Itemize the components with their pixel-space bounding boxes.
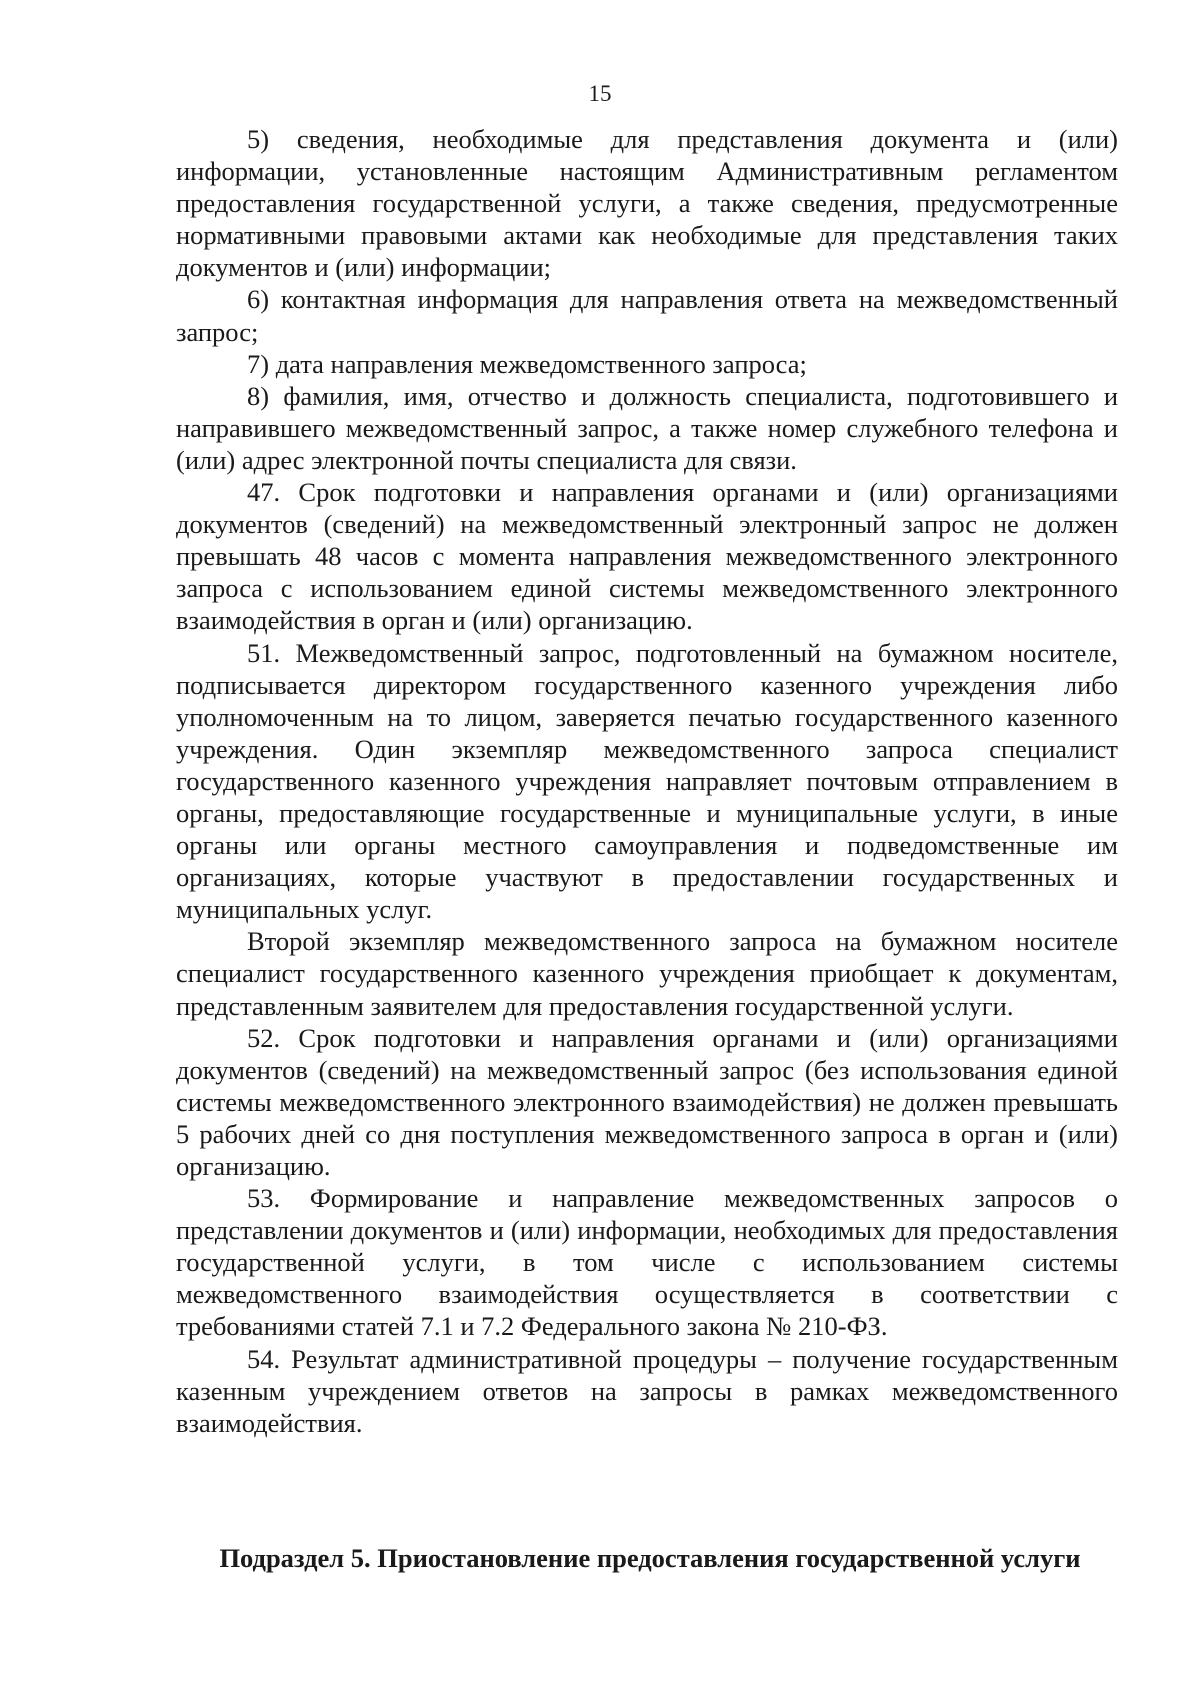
paragraph-item-8: 8) фамилия, имя, отчество и должность специалиста, подготовившего и направившего межведомственный запрос, а также номер служебного телефона и (или) адрес электронной почты специалиста для связи. <box>176 380 1118 475</box>
paragraph-item-6: 6) контактная информация для направления ответа на межведомственный запрос; <box>176 284 1118 347</box>
paragraph-52: 52. Срок подготовки и направления органами и (или) организациями документов (сведений) на межведомственный запрос (без использования единой системы межведомственного электронного взаимодействия) не должен превышать 5 рабочих дней со дня поступления межведомственного запроса в орган и (или) организацию. <box>176 1022 1118 1181</box>
paragraph-51: 51. Межведомственный запрос, подготовленный на бумажном носителе, подписывается директором государственного казенного учреждения либо уполномоченным на то лицом, заверяется печатью государственного казенного учреждения. Один экземпляр межведомственного запроса специалист государственного казенного учреждения направляет почтовым отправлением в органы, предоставляющие государственные и муниципальные услуги, в иные органы или органы местного самоуправления и подведомственные им организациях, которые участвуют в предоставлении государственных и муниципальных услуг. <box>176 637 1118 925</box>
paragraph-51-continued: Второй экземпляр межведомственного запроса на бумажном носителе специалист государственного казенного учреждения приобщает к документам, представленным заявителем для предоставления государственной услуги. <box>176 926 1118 1021</box>
paragraph-47: 47. Срок подготовки и направления органами и (или) организациями документов (сведений) на межведомственный электронный запрос не должен превышать 48 часов с момента направления межведомственного электронного запроса с использованием единой системы межведомственного электронного взаимодействия в орган и (или) организацию. <box>176 477 1118 636</box>
paragraph-54: 54. Результат административной процедуры – получение государственным казенным учреждением ответов на запросы в рамках межведомственного взаимодействия. <box>176 1343 1118 1438</box>
section-heading: Подраздел 5. Приостановление предоставления государственной услуги <box>219 1543 1081 1573</box>
paragraph-53: 53. Формирование и направление межведомственных запросов о представлении документов и (или) информации, необходимых для предоставления государственной услуги, в том числе с использованием системы межведомственного взаимодействия осуществляется в соответствии с требованиями статей 7.1 и 7.2 Федерального закона № 210-ФЗ. <box>176 1183 1118 1342</box>
page-number: 15 <box>588 81 612 106</box>
paragraph-item-7: 7) дата направления межведомственного запроса; <box>247 348 807 379</box>
paragraph-item-5: 5) сведения, необходимые для представления документа и (или) информации, установленные настоящим Административным регламентом предоставления государственной услуги, а также сведения, предусмотренные нормативными правовыми актами как необходимые для представления таких документов и (или) информации; <box>176 124 1118 283</box>
document-body <box>176 123 1118 1439</box>
